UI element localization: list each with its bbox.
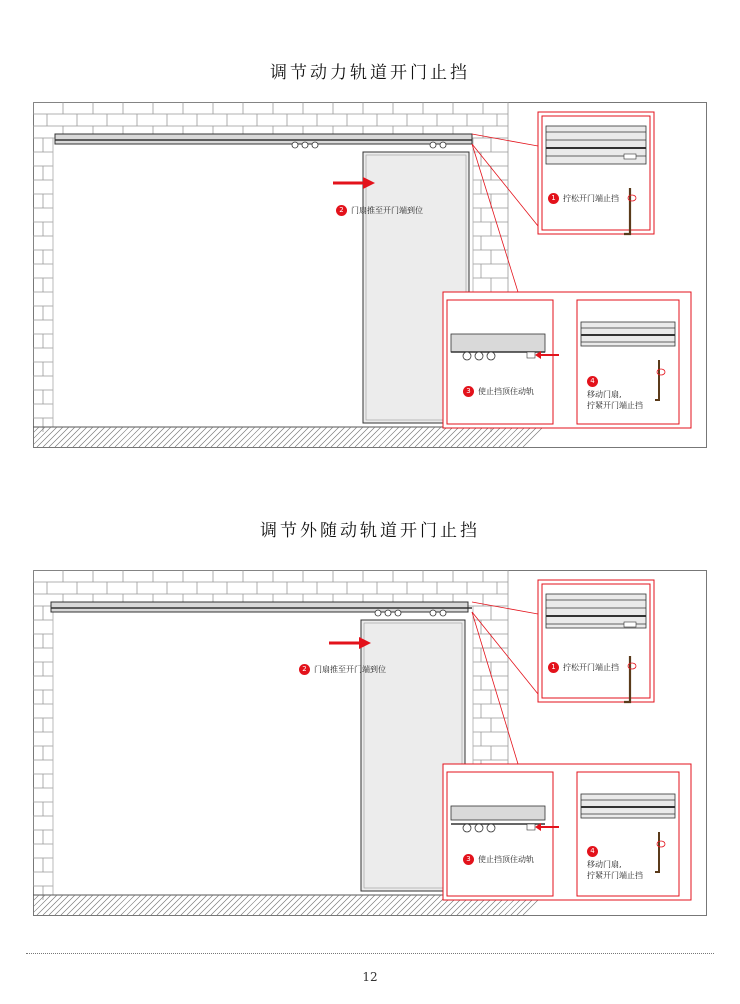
step-3-callout xyxy=(463,386,534,397)
step-number-badge: 1 xyxy=(548,662,559,673)
step-1-callout xyxy=(548,193,619,204)
step-number-badge: 4 xyxy=(587,846,598,857)
step-number-badge: 3 xyxy=(463,386,474,397)
step-label: 门扇推至开门端到位 xyxy=(351,206,423,215)
step-number-badge: 1 xyxy=(548,193,559,204)
step-2-callout xyxy=(336,205,423,216)
step-label: 门扇推至开门端到位 xyxy=(314,665,386,674)
step-1-callout xyxy=(548,662,619,673)
step-label: 使止挡顶住动轨 xyxy=(478,387,534,396)
step-4-callout xyxy=(587,846,643,881)
step-2-callout xyxy=(299,664,386,675)
section-title: 调节动力轨道开门止挡 xyxy=(270,63,470,83)
step-label: 移动门扇, 拧紧开门端止挡 xyxy=(587,390,643,410)
step-label: 拧松开门端止挡 xyxy=(563,194,619,203)
step-number-badge: 2 xyxy=(299,664,310,675)
step-number-badge: 3 xyxy=(463,854,474,865)
step-number-badge: 2 xyxy=(336,205,347,216)
step-label: 使止挡顶住动轨 xyxy=(478,855,534,864)
page-number: 12 xyxy=(362,970,378,984)
section-title: 调节外随动轨道开门止挡 xyxy=(260,521,480,541)
step-label: 移动门扇, 拧紧开门端止挡 xyxy=(587,860,643,880)
step-label: 拧松开门端止挡 xyxy=(563,663,619,672)
step-4-callout xyxy=(587,376,643,411)
step-number-badge: 4 xyxy=(587,376,598,387)
page-divider xyxy=(26,953,714,954)
step-3-callout xyxy=(463,854,534,865)
